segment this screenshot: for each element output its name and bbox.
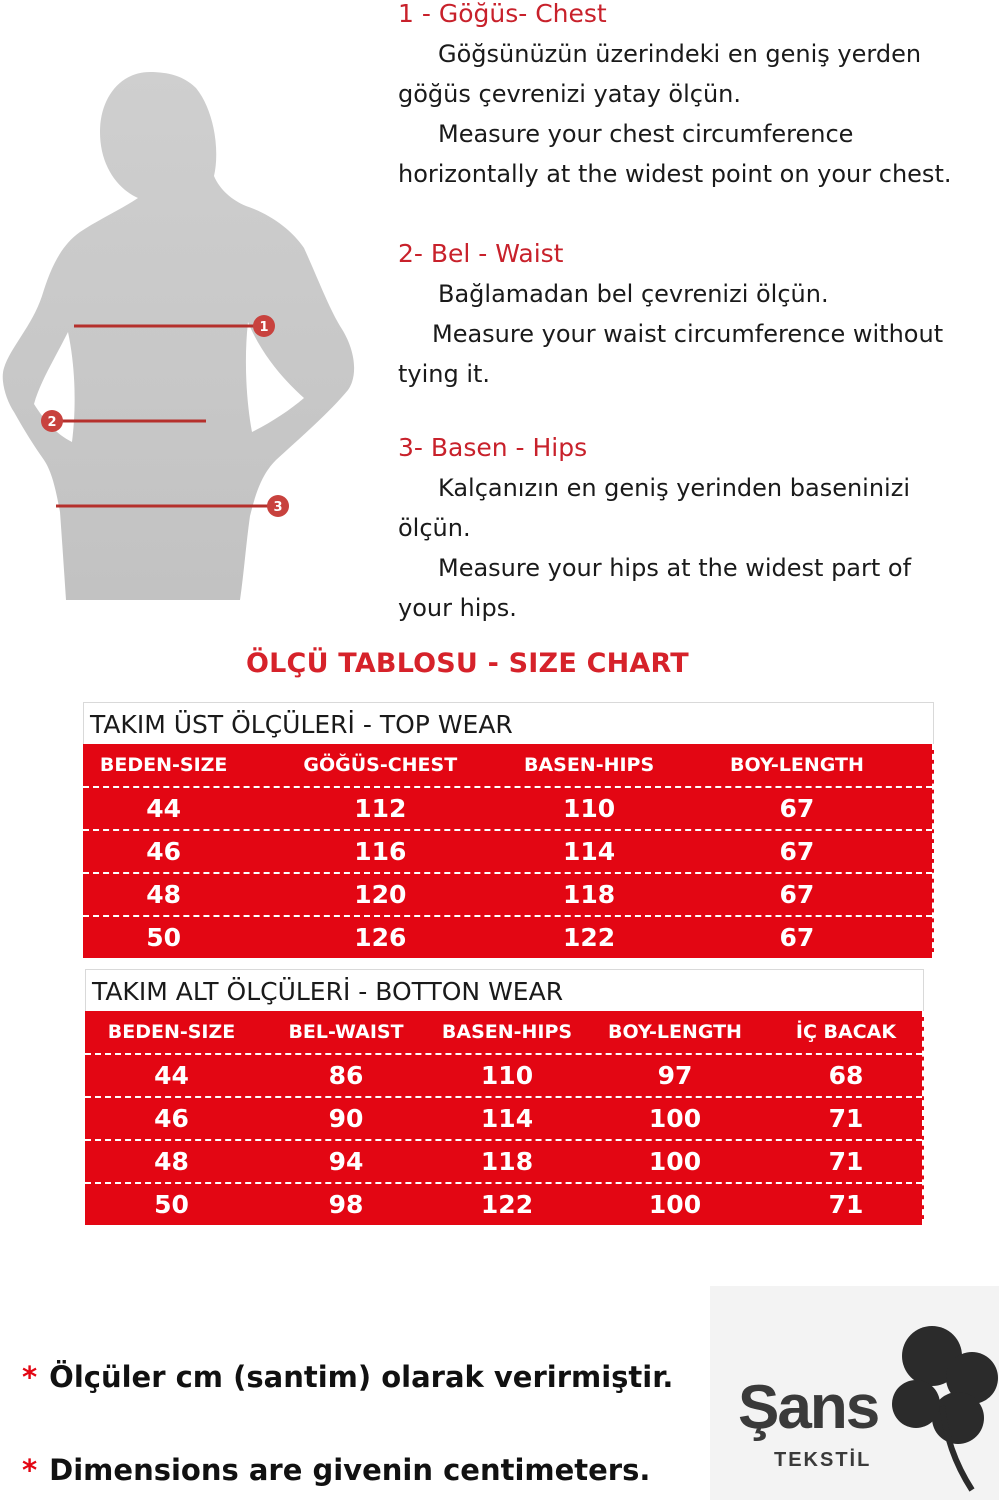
size-cell: 50 xyxy=(154,1190,189,1219)
hips-instruction xyxy=(398,434,998,628)
length-cell: 67 xyxy=(779,794,815,823)
hips-cell: 122 xyxy=(562,923,616,952)
length-cell: 67 xyxy=(779,880,815,909)
chest-cell: 126 xyxy=(354,923,407,952)
length-cell: 100 xyxy=(648,1190,702,1219)
length-cell: 97 xyxy=(657,1061,693,1090)
header-cell: BOY-LENGTH xyxy=(608,1021,742,1043)
header-cell: BEDEN-SIZE xyxy=(107,1021,236,1043)
chest-cell: 112 xyxy=(354,794,407,823)
chest-line-3: Measure your chest circumference xyxy=(438,120,854,148)
logo-wordmark: Şans xyxy=(738,1373,879,1442)
size-cell: 46 xyxy=(146,837,182,866)
chest-cell: 120 xyxy=(354,880,407,909)
hips-cell: 114 xyxy=(480,1104,534,1133)
chest-title: 1 - Göğüs- Chest xyxy=(398,0,607,28)
note-english xyxy=(22,1453,650,1487)
waist-line-2: Measure your waist circumference without xyxy=(432,320,944,348)
sans-tekstil-logo xyxy=(710,1286,999,1500)
bottom-wear-grid xyxy=(85,1011,924,1225)
header-cell: BASEN-HIPS xyxy=(441,1021,573,1043)
waist-cell: 86 xyxy=(328,1061,364,1090)
header-cell: İÇ BACAK xyxy=(795,1021,897,1043)
bottom-wear-caption: TAKIM ALT ÖLÇÜLERİ - BOTTON WEAR xyxy=(85,969,924,1011)
table-row xyxy=(83,786,932,829)
header-cell: BASEN-HIPS xyxy=(523,754,655,776)
hips-cell: 122 xyxy=(480,1190,534,1219)
silhouette xyxy=(3,72,354,600)
hips-line-1: Kalçanızın en geniş yerinden baseninizi xyxy=(438,474,910,502)
logo-subtitle: TEKSTİL xyxy=(774,1449,872,1471)
chest-instruction xyxy=(398,0,998,194)
length-cell: 67 xyxy=(779,923,815,952)
table-row xyxy=(85,1096,922,1139)
measurement-instructions xyxy=(398,0,998,628)
table-row xyxy=(83,915,932,958)
hips-line-4: your hips. xyxy=(398,594,517,622)
inseam-cell: 71 xyxy=(828,1147,864,1176)
inseam-cell: 68 xyxy=(828,1061,864,1090)
chest-line-4: horizontally at the widest point on your chest. xyxy=(398,160,952,188)
hips-cell: 118 xyxy=(480,1147,534,1176)
waist-line-3: tying it. xyxy=(398,360,491,388)
size-cell: 46 xyxy=(154,1104,189,1133)
hips-line-2: ölçün. xyxy=(398,514,471,542)
waist-instruction xyxy=(398,240,998,394)
marker-chest: 1 xyxy=(259,320,269,335)
asterisk: * xyxy=(22,1360,38,1394)
table-row xyxy=(83,829,932,872)
size-cell: 50 xyxy=(146,923,182,952)
waist-cell: 94 xyxy=(328,1147,364,1176)
table-header-row xyxy=(83,744,932,786)
size-cell: 44 xyxy=(146,794,182,823)
chest-line-2: göğüs çevrenizi yatay ölçün. xyxy=(398,80,741,108)
chest-line-1: Göğsünüzün üzerindeki en geniş yerden xyxy=(438,40,922,68)
inseam-cell: 71 xyxy=(828,1190,864,1219)
hips-cell: 110 xyxy=(480,1061,534,1090)
top-wear-table xyxy=(83,702,934,958)
length-cell: 100 xyxy=(648,1104,702,1133)
length-cell: 67 xyxy=(779,837,815,866)
table-row xyxy=(83,872,932,915)
hips-title: 3- Basen - Hips xyxy=(398,433,588,462)
waist-cell: 98 xyxy=(328,1190,364,1219)
note-turkish xyxy=(22,1360,673,1394)
chest-cell: 116 xyxy=(354,837,407,866)
inseam-cell: 71 xyxy=(828,1104,864,1133)
size-chart-title: ÖLÇÜ TABLOSU - SIZE CHART xyxy=(246,648,689,679)
table-header-row xyxy=(85,1011,922,1053)
waist-line-1: Bağlamadan bel çevrenizi ölçün. xyxy=(438,280,829,308)
length-cell: 100 xyxy=(648,1147,702,1176)
asterisk: * xyxy=(22,1453,38,1487)
marker-hips: 3 xyxy=(273,500,283,515)
note-text: Dimensions are givenin centimeters. xyxy=(49,1453,651,1487)
top-wear-caption: TAKIM ÜST ÖLÇÜLERİ - TOP WEAR xyxy=(83,702,934,744)
hips-cell: 110 xyxy=(562,794,616,823)
table-row xyxy=(85,1139,922,1182)
top-wear-grid xyxy=(83,744,934,958)
waist-cell: 90 xyxy=(328,1104,364,1133)
bottom-wear-table xyxy=(85,969,924,1225)
note-text: Ölçüler cm (santim) olarak verirmiştir. xyxy=(49,1360,674,1394)
table-row xyxy=(85,1182,922,1225)
size-cell: 48 xyxy=(154,1147,189,1176)
size-cell: 48 xyxy=(146,880,182,909)
table-row xyxy=(85,1053,922,1096)
header-cell: BOY-LENGTH xyxy=(729,754,864,776)
header-cell: BEL-WAIST xyxy=(288,1021,404,1043)
size-cell: 44 xyxy=(154,1061,189,1090)
hips-line-3: Measure your hips at the widest part of xyxy=(438,554,912,582)
header-cell: BEDEN-SIZE xyxy=(99,754,228,776)
body-measurement-figure xyxy=(0,60,360,605)
header-cell: GÖĞÜS-CHEST xyxy=(303,754,458,776)
hips-cell: 118 xyxy=(562,880,616,909)
marker-waist: 2 xyxy=(47,415,57,430)
hips-cell: 114 xyxy=(562,837,616,866)
waist-title: 2- Bel - Waist xyxy=(398,239,564,268)
